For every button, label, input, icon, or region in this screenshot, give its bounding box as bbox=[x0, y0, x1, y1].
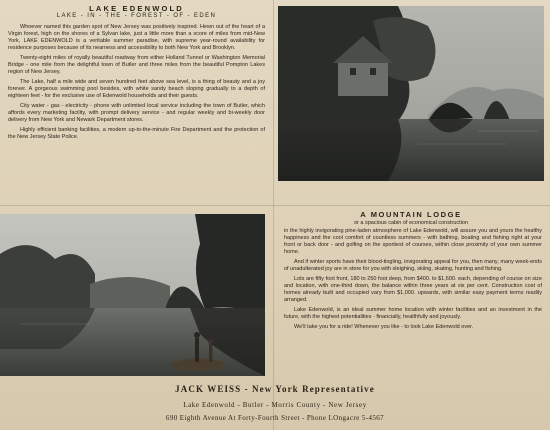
horizontal-fold-crease bbox=[0, 205, 550, 206]
intro-paragraph: Whoever named this garden spot of New Jersey was positively inspired. Hewn out of the heart of a Virgin forest, high on the shores of a Sylvan lake, just a little more than a score of miles from mid-New York, LAKE EDENWOLD is a veritable summer paradise, with supreme year-round availability for residence purposes because of its nearness and accessibility to both New York and Brooklyn. bbox=[8, 24, 265, 51]
lodge-paragraph: in the highly invigorating pine-laden atmosphere of Lake Edenwold, will assure you and yours the healthy happiness and the cool comfort of countless summers - with bathing, boating and fishing right at your front or back door - and golfing on the sportiest of courses, within close proximity of your own summer home. bbox=[284, 228, 542, 255]
lodge-heading: A MOUNTAIN LODGE bbox=[360, 210, 462, 219]
representative-line: JACK WEISS - New York Representative bbox=[175, 384, 375, 394]
lodge-paragraph: Lake Edenwold, is an ideal summer home location with winter facilities and an investment in the future, with the highest potentialities - financially, healthfully and joyously. bbox=[284, 307, 542, 320]
brochure-title: LAKE EDENWOLD bbox=[89, 4, 184, 13]
location-line: Lake Edenwold - Butler - Morris County - New Jersey bbox=[183, 401, 367, 409]
lodge-paragraph: We'll take you for a ride! Whenever you like - to look Lake Edenwold over. bbox=[294, 324, 474, 330]
address-line: 690 Eighth Avenue At Forty-Fourth Street - Phone LOngacre 5-4567 bbox=[165, 414, 385, 422]
lodge-text-column bbox=[284, 228, 542, 334]
lake-house-photo bbox=[278, 6, 544, 181]
intro-paragraph: Twenty-eight miles of royally beautiful roadway from either Holland Tunnel or Washington Memorial Bridge - one mile from the delightful town of Butler and three miles from the beautiful Pompton Lakes region of New Jersey. bbox=[8, 55, 265, 75]
lodge-paragraph: Lots are fifty foot front, 180 to 250 foot deep, from $400. to $1,600. each, depending of course on size and location, with one-third down, the balance within three years at six per cent. Construction cost of homes already built and occupied vary from $1,000. upwards, with similar easy payment terms readily arranged. bbox=[284, 276, 542, 303]
intro-paragraph: Highly efficient banking facilities, a modern up-to-the-minute Fire Department and the protection of the New Jersey State Police. bbox=[8, 127, 265, 140]
pond-boating-photo bbox=[0, 214, 265, 376]
vertical-fold-crease bbox=[273, 0, 274, 430]
lodge-subheading: or a spacious cabin of economical construction bbox=[353, 220, 469, 226]
intro-text-column bbox=[8, 24, 265, 144]
intro-paragraph: The Lake, half a mile wide and seven hundred feet above sea level, is a thing of beauty and a joy forever. A gorgeous swimming pool besides, with white sandy beach sloping gradually to a depth of eighteen feet - for the exclusive use of Edenwold households and their guests. bbox=[8, 79, 265, 99]
lodge-paragraph: And if winter sports have their blood-tingling, invigorating appeal for you, then many, many week-ends of unadulterated joy are in store for you with sleighing, skiing, skating, hunting and fishing. bbox=[284, 259, 542, 272]
intro-paragraph: City water - gas - electricity - phone with unlimited local service including the town of Butler, which affords every marketing facility, with prompt delivery service - and regular weekly and bi-weekly door delivery from New York and Newark Department stores. bbox=[8, 103, 265, 123]
brochure-subtitle: LAKE - IN - THE - FOREST - OF - EDEN bbox=[56, 13, 217, 19]
